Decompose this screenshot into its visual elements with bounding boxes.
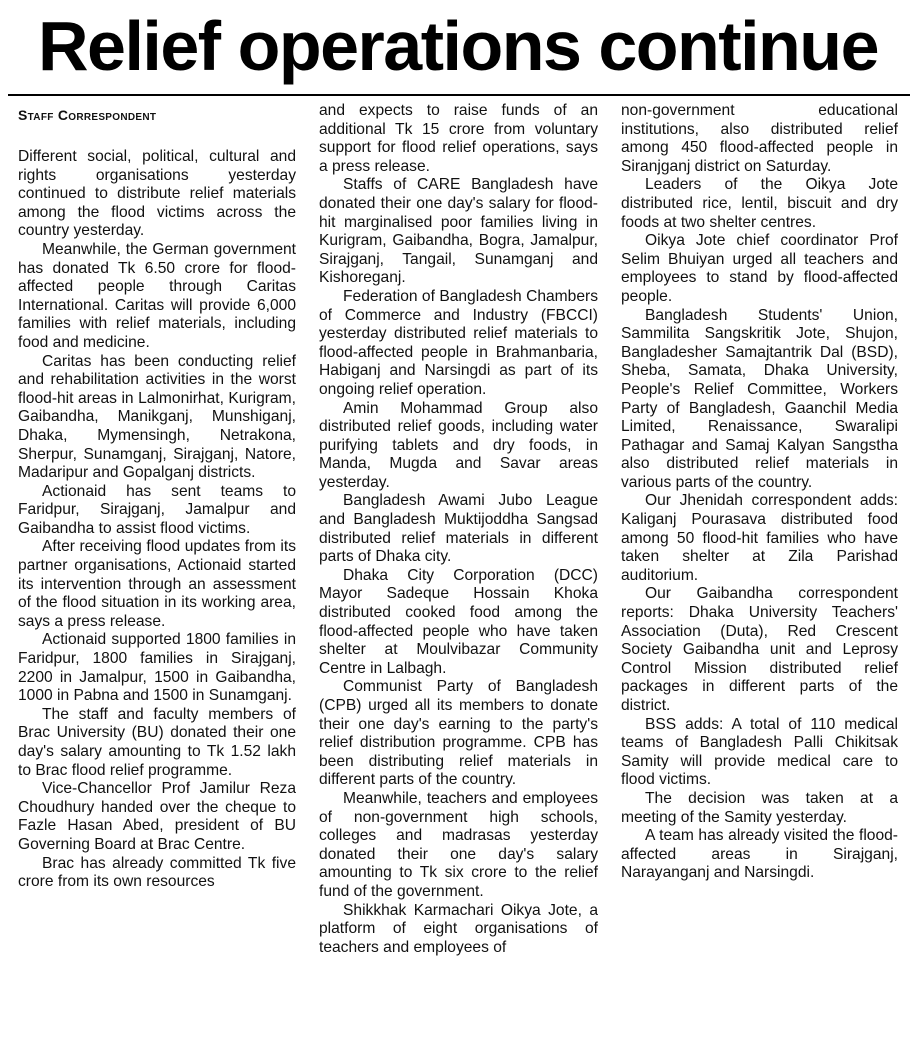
byline: Staff Correspondent: [18, 107, 157, 123]
paragraph: Bangladesh Students' Union, Sammilita Sangskritik Jote, Shujon, Bangladesher Samajtantrik Dal (BSD), Sheba, Samata, Dhaka University, People's Relief Committee, Workers Party of Bangladesh, Gaanchil Media Limited, Renaissance, Swaralipi Pathagar and Samaj Kalyan Sangstha also distributed relief materials in various parts of the country.: [621, 306, 898, 491]
paragraph: Shikkhak Karmachari Oikya Jote, a platform of eight organisations of teachers and employees of: [319, 901, 598, 956]
paragraph: The decision was taken at a meeting of the Samity yesterday.: [621, 789, 898, 826]
paragraph: A team has already visited the flood-affected areas in Sirajganj, Narayanganj and Narsingdi.: [621, 827, 898, 882]
paragraph: Caritas has been conducting relief and rehabilitation activities in the worst flood-hit areas in Lalmonirhat, Kurigram, Gaibandha, Manikganj, Munshiganj, Dhaka, Mymensingh, Netrakona, Sherpur, Sunamganj, Sirajganj, Natore, Madaripur and Gopalganj districts.: [18, 352, 296, 482]
paragraph: Staffs of CARE Bangladesh have donated their one day's salary for flood-hit marginalised poor families living in Kurigram, Gaibandha, Bogra, Jamalpur, Sirajganj, Tangail, Sunamganj and Kishoreganj.: [319, 176, 598, 287]
paragraph: Meanwhile, teachers and employees of non-government high schools, colleges and madrasas yesterday donated their one day's salary amounting to Tk six crore to the relief fund of the government.: [319, 789, 598, 900]
paragraph-continued: and expects to raise funds of an additional Tk 15 crore from voluntary support for flood relief operations, says a press release.: [319, 102, 598, 175]
paragraph: Vice-Chancellor Prof Jamilur Reza Choudhury handed over the cheque to Fazle Hasan Abed, president of BU Governing Board at Brac Centre.: [18, 780, 296, 853]
paragraph: Different social, political, cultural and rights organisations yesterday continued to distribute relief materials among the flood victims across the country yesterday.: [18, 148, 296, 240]
paragraph: Federation of Bangladesh Chambers of Commerce and Industry (FBCCI) yesterday distributed relief materials to flood-affected people in Brahmanbaria, Habiganj and Narsingdi as part of its ongoing relief operation.: [319, 287, 598, 398]
headline-rule: [8, 94, 910, 96]
paragraph: Amin Mohammad Group also distributed relief goods, including water purifying tablets and dry foods, in Manda, Mugda and Savar areas yesterday.: [319, 399, 598, 491]
column-2: [319, 102, 598, 1064]
paragraph-continued: non-government educational institutions, also distributed relief among 450 flood-affected people in Siranjganj district on Saturday.: [621, 102, 898, 175]
paragraph: Oikya Jote chief coordinator Prof Selim Bhuiyan urged all teachers and employees to stand by flood-affected people.: [621, 232, 898, 305]
paragraph: The staff and faculty members of Brac University (BU) donated their one day's salary amounting to Tk 1.52 lakh to Brac flood relief programme.: [18, 705, 296, 779]
paragraph: Our Gaibandha correspondent reports: Dhaka University Teachers' Association (Duta), Red Crescent Society Gaibandha unit and Leprosy Control Mission distributed relief packages in different parts of the district.: [621, 585, 898, 714]
paragraph: Actionaid has sent teams to Faridpur, Sirajganj, Jamalpur and Gaibandha to assist flood victims.: [18, 482, 296, 537]
column-1: [18, 102, 296, 1064]
paragraph: After receiving flood updates from its partner organisations, Actionaid started its intervention through an assessment of the flood situation in its working area, says a press release.: [18, 538, 296, 630]
paragraph: Meanwhile, the German government has donated Tk 6.50 crore for flood-affected people through Caritas International. Caritas will provide 6,000 families with relief materials, including food and medicine.: [18, 240, 296, 351]
headline: Relief operations continue: [38, 7, 878, 85]
paragraph: Dhaka City Corporation (DCC) Mayor Sadeque Hossain Khoka distributed cooked food among the flood-affected people who have taken shelter at Moulvibazar Community Centre in Lalbagh.: [319, 566, 598, 677]
paragraph: Leaders of the Oikya Jote distributed rice, lentil, biscuit and dry foods at two shelter centres.: [621, 176, 898, 231]
paragraph: Brac has already committed Tk five crore from its own resources: [18, 854, 296, 891]
paragraph: Actionaid supported 1800 families in Faridpur, 1800 families in Sirajganj, 2200 in Jamalpur, 1500 in Gaibandha, 1000 in Pabna and 1500 in Sunamganj.: [18, 631, 296, 705]
paragraph: Our Jhenidah correspondent adds: Kaliganj Pourasava distributed food among 50 flood-hit families who have taken shelter at Zila Parishad auditorium.: [621, 492, 898, 584]
column-3: [621, 102, 898, 1064]
paragraph: Bangladesh Awami Jubo League and Bangladesh Muktijoddha Sangsad distributed relief materials in different parts of Dhaka city.: [319, 492, 598, 566]
paragraph: Communist Party of Bangladesh (CPB) urged all its members to donate their one day's earning to the party's relief distribution programme. CPB has been distributing relief materials in different parts of the country.: [319, 678, 598, 789]
paragraph: BSS adds: A total of 110 medical teams of Bangladesh Palli Chikitsak Samity will provide medical care to flood victims.: [621, 715, 898, 789]
